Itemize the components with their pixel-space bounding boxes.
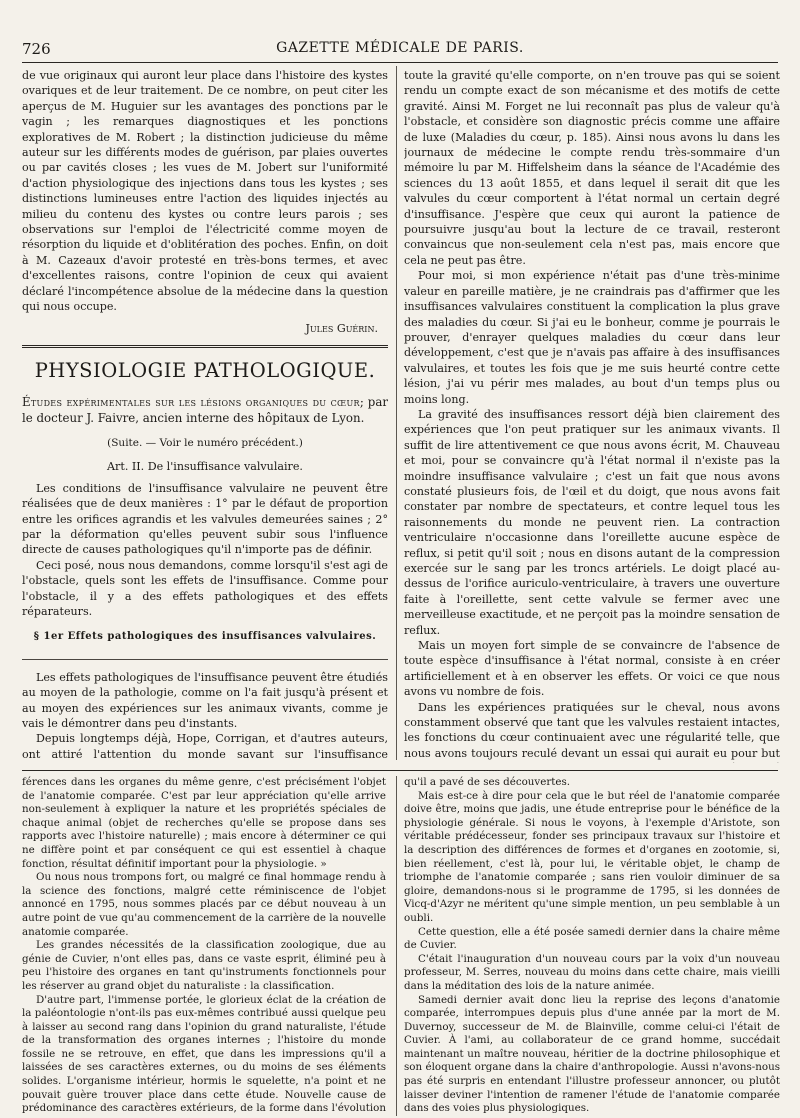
feuilleton-right-column: [404, 776, 780, 1116]
journal-title: GAZETTE MÉDICALE DE PARIS.: [276, 40, 524, 56]
paragraph: D'autre part, l'immense portée, le glorieux éclat de la création de la paléontologie n'ont-ils pas eux-mêmes contribué aussi quelque peu à laisser au second rang dans l'opinion du grand naturaliste, l'étude de la transformation des organes internes ; l'histoire du monde fossile ne se retrouve, en effet, que dans les impressions qu'il a laissées de ses caractères externes, ou du moins de ses éléments solides. L'organisme intérieur, hormis le squelette, n'a point et ne pouvait guère trouver place dans cette étude. Nouvelle cause de prédominance des caractères extérieurs, de la forme dans l'évolution: [22, 993, 386, 1115]
heading-rule: [22, 659, 388, 660]
column-rule: [396, 66, 397, 760]
header-rule: [22, 62, 778, 63]
feuilleton-rule: [22, 770, 778, 771]
paragraph: Dans les expériences pratiquées sur le cheval, nous avons constamment observé que tant que les valvules restaient intactes, les fonctions du cœur continuaient avec une régularité telle, que nous avons toujours reculé devant un essai qui aurait eu pour but: [404, 700, 780, 760]
right-column: [404, 68, 780, 763]
article-heading: Art. II. De l'insuffisance valvulaire.: [107, 460, 303, 474]
paragraph: férences dans les organes du même genre, c'est précisément l'objet de l'anatomie comparée. C'est par leur appréciation qu'elle arrive non-seulement à expliquer la nature et les propriétés spéciales de chaque animal (objet de recherches qu'elle se propose dans ses rapports avec l'histoire naturelle) ; mais encore à déterminer ce qui ne diffère point et par conséquent ce qui est essentiel à chaque fonction, résultat définitif important pour la physiologie. »: [22, 776, 386, 870]
author-signature: Jules Guérin.: [305, 321, 378, 335]
paragraph: C'était l'inauguration d'un nouveau cours par la voix d'un nouveau professeur, M. Serres, nouveau du moins dans cette chaire, mais vieilli dans la méditation des lois de la nature animée.: [404, 952, 780, 992]
article-title-rest: ; par le docteur J. Faivre, ancien interne des hôpitaux de Lyon.: [22, 394, 388, 425]
paragraph: Les effets pathologiques de l'insuffisance peuvent être étudiés au moyen de la pathologie, comme on l'a fait jusqu'à présent et au moyen des expériences sur les animaux vivants, comme je vais le démontrer dans peu d'instants.: [22, 670, 388, 730]
feuilleton-left-column: [22, 776, 386, 1116]
feuilleton-column-rule: [396, 776, 397, 1116]
paragraph-heading: § 1er Effets pathologiques des insuffisances valvulaires.: [33, 631, 377, 643]
article-title-label: Études expérimentales sur les lésions organiques du cœur: [22, 394, 360, 409]
paragraph: Cette question, elle a été posée samedi dernier dans la chaire même de Cuvier.: [404, 925, 780, 952]
paragraph: Depuis longtemps déjà, Hope, Corrigan, et d'autres auteurs, ont attiré l'attention du monde savant sur l'insuffisance: [22, 732, 388, 761]
continuation-note: (Suite. — Voir le numéro précédent.): [107, 436, 303, 449]
paragraph: Pour moi, si mon expérience n'était pas d'une très-minime valeur en pareille matière, je ne craindrais pas d'affirmer que les insuffisances valvulaires constituent la complication la plus grave des maladies du cœur. Si j'ai eu le bonheur, comme je pourrais le prouver, d'enrayer quelques maladies du cœur dans leur développement, c'est que je n'avais pas affaire à des insuffisances valvulaires, et toutes les fois que je me suis heurté contre cette lésion, j'ai vu périr mes malades, au bout d'un temps plus ou moins long.: [404, 269, 780, 406]
paragraph: Ceci posé, nous nous demandons, comme lorsqu'il s'est agi de l'obstacle, quels sont les effets de l'insuffisance. Comme pour l'obstacle, il y a des effets pathologiques et des effets réparateurs.: [22, 558, 388, 618]
paragraph: toute la gravité qu'elle comporte, on n'en trouve pas qui se soient rendu un compte exact de son mécanisme et des motifs de cette gravité. Ainsi M. Forget ne lui reconnaît pas plus de valeur qu'à l'obstacle, et considère son diagnostic précis comme une affaire de luxe (Maladies du cœur, p. 185). Ainsi nous avons lu dans les journaux de médecine le compte rendu très-sommaire d'un mémoire lu par M. Hiffelsheim dans la séance de l'Académie des sciences du 13 août 1855, et dans lequel il serait dit que les valvules du cœur comportent à l'état normal un certain degré d'insuffisance. J'espère que ceux qui auront la patience de poursuivre jusqu'au bout la lecture de ce travail, resteront convaincus que non-seulement cela n'est pas, mais encore que cela ne peut pas être.: [404, 69, 780, 267]
paragraph: Les conditions de l'insuffisance valvulaire ne peuvent être réalisées que de deux manières : 1° par le défaut de proportion entre les orifices agrandis et les valvules demeurées saines ; 2° par la déformation qu'elles peuvent subir sous l'influence directe de causes pathologiques qu'il n'importe pas de définir.: [22, 481, 388, 557]
section-divider: [22, 345, 388, 348]
paragraph: de vue originaux qui auront leur place dans l'histoire des kystes ovariques et de leur traitement. De ce nombre, on peut citer les aperçus de M. Huguier sur les avantages des ponctions par le vagin ; les remarques diagnostiques et les ponctions exploratives de M. Robert ; la distinction judicieuse du même auteur sur les différents modes de guérison, par plaies ouvertes ou par cavités closes ; les vues de M. Jobert sur l'uniformité d'action physiologique des injections dans tous les kystes ; ses distinctions lumineuses entre l'action des liquides injectés au milieu du contenu des kystes ou contre leurs parois ; ses observations sur l'emploi de l'électricité comme moyen de résorption du liquide et d'oblitération des poches. Enfin, on doit à M. Cazeaux d'avoir protesté en très-bons termes, et avec d'excellentes raisons, contre l'opinion de ceux qui avaient déclaré l'incompétence absolue de la médecine dans la question qui nous occupe.: [22, 69, 388, 314]
paragraph: La gravité des insuffisances ressort déjà bien clairement des expériences que l'on peut pratiquer sur les animaux vivants. Il suffit de lire attentivement ce que nous avons écrit, M. Chauveau et moi, pour se convaincre qu'à l'état normal il n'existe pas la moindre insuffisance valvulaire ; c'est un fait que nous avons constaté plusieurs fois, de l'œil et du doigt, que nous avons fait constater par nombre de spectateurs, et contre lequel tous les raisonnements du monde ne peuvent rien. La contraction ventriculaire n'occasionne dans l'oreillette aucune espèce de reflux, si petit qu'il soit ; nous en disons autant de la compression exercée sur le sang par les troncs artériels. Le doigt placé au-dessus de l'orifice auriculo-ventriculaire, à travers une ouverture faite à l'oreillette, sent cette valvule se fermer avec une merveilleuse exactitude, et ne perçoit pas la moindre sensation de reflux.: [404, 407, 780, 637]
left-column: [22, 68, 388, 763]
paragraph: Ou nous nous trompons fort, ou malgré ce final hommage rendu à la science des fonctions, malgré cette réminiscence de l'objet annoncé en 1795, nous sommes placés par ce début nouveau à un autre point de vue qu'au commencement de la carrière de la nouvelle anatomie comparée.: [22, 871, 386, 938]
paragraph: Samedi dernier avait donc lieu la reprise des leçons d'anatomie comparée, interrompues depuis plus d'une année par la mort de M. Duvernoy, successeur de M. de Blainville, comme celui-ci l'était de Cuvier. À l'ami, au collaborateur de ce grand homme, succédait maintenant un maître nouveau, héritier de la doctrine philosophique et son éloquent organe dans la chaire d'anthropologie. Aussi n'avons-nous pas été surpris en entendant l'illustre professeur annoncer, ou plutôt laisser deviner l'intention de ramener l'étude de l'anatomie comparée dans des voies plus physiologiques.: [404, 993, 780, 1115]
paragraph: Les grandes nécessités de la classification zoologique, due au génie de Cuvier, n'ont elles pas, dans ce vaste esprit, éliminé peu à peu l'histoire des organes en tant qu'instruments fonctionnels pour les réserver au grand objet du naturaliste : la classification.: [22, 939, 386, 992]
paragraph: qu'il a pavé de ses découvertes.: [404, 776, 571, 788]
section-title: PHYSIOLOGIE PATHOLOGIQUE.: [34, 358, 376, 382]
page-number: 726: [22, 40, 51, 58]
paragraph: Mais est-ce à dire pour cela que le but réel de l'anatomie comparée doive être, moins que jadis, une étude entreprise pour le bénéfice de la physiologie générale. Si nous le voyons, à l'exemple d'Aristote, son véritable prédécesseur, fonder ses principaux travaux sur l'histoire et la description des différences de formes et d'organes en zootomie, si, bien réellement, c'est là, pour lui, le véritable objet, le champ de triomphe de l'anatomie comparée ; sans rien vouloir diminuer de sa gloire, demandons-nous si le programme de 1795, si les données de Vicq-d'Azyr ne méritent qu'une simple mention, un peu semblable à un oubli.: [404, 789, 780, 924]
article-title: [22, 394, 388, 426]
page-header: [22, 40, 778, 62]
paragraph: Mais un moyen fort simple de se convaincre de l'absence de toute espèce d'insuffisance à l'état normal, consiste à en créer artificiellement et à en observer les effets. Or voici ce que nous avons vu nombre de fois.: [404, 639, 780, 699]
